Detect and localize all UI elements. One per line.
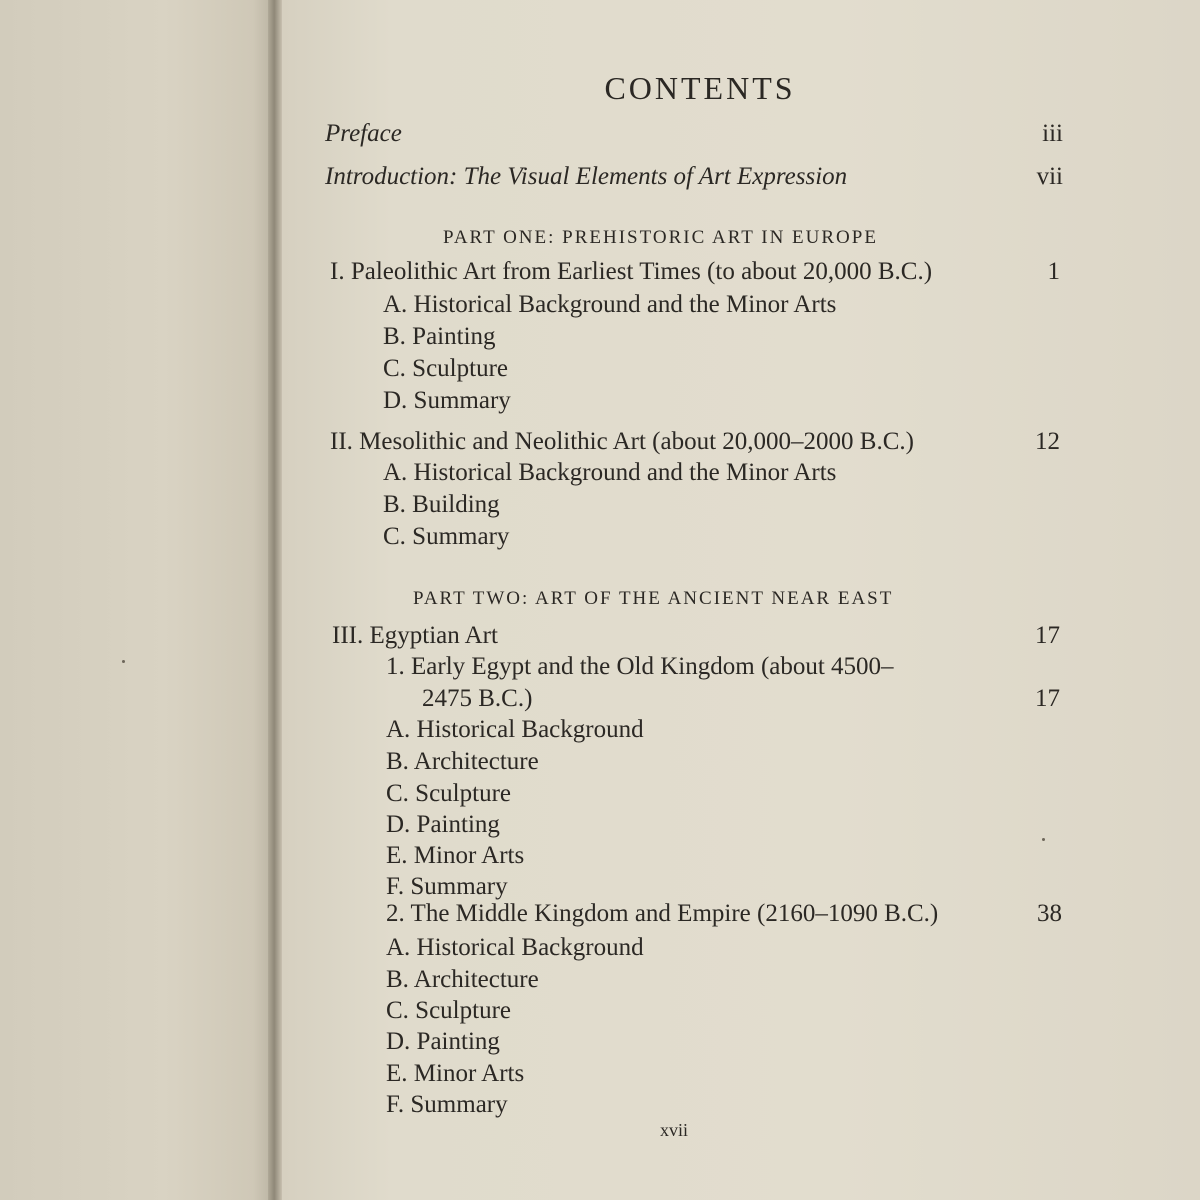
page-folio: xvii [660,1120,689,1140]
section-entry: E. Minor Arts [386,842,525,869]
section-entry: F. Summary [386,873,508,900]
chapter-title: I. Paleolithic Art from Earliest Times (to about 20,000 B.C.) [330,258,933,285]
subchapter-title: 1. Early Egypt and the Old Kingdom (about 4500– [386,653,894,680]
section-entry: A. Historical Background and the Minor Arts [383,291,837,318]
page-number: 17 [1035,685,1060,712]
section-entry: B. Architecture [386,966,539,993]
part-heading: PART TWO: ART OF THE ANCIENT NEAR EAST [413,588,894,609]
subchapter-title: 2. The Middle Kingdom and Empire (2160–1090 B.C.) [386,900,939,927]
section-entry: A. Historical Background [386,716,644,743]
section-entry: D. Painting [386,811,500,838]
book-gutter [268,0,282,1200]
section-entry: C. Sculpture [386,780,511,807]
section-entry: B. Building [383,491,500,518]
left-page [0,0,275,1200]
section-entry: F. Summary [386,1091,508,1118]
section-entry: C. Sculpture [383,355,508,382]
section-entry: D. Painting [386,1028,500,1055]
section-entry: C. Summary [383,523,510,550]
section-entry: E. Minor Arts [386,1060,525,1087]
chapter-title: II. Mesolithic and Neolithic Art (about 20,000–2000 B.C.) [330,428,914,455]
page-number: iii [1042,120,1063,147]
paper-speck [122,660,125,663]
page-number: vii [1036,163,1063,190]
section-entry: A. Historical Background [386,934,644,961]
page-number: 1 [1047,258,1060,285]
section-entry: D. Summary [383,387,511,414]
subchapter-title-continued: 2475 B.C.) [422,685,533,712]
contents-heading: CONTENTS [604,70,796,106]
page-number: 12 [1035,428,1060,455]
page-number: 38 [1037,900,1062,927]
part-heading: PART ONE: PREHISTORIC ART IN EUROPE [443,227,878,248]
section-entry: A. Historical Background and the Minor Arts [383,459,837,486]
section-entry: B. Architecture [386,748,539,775]
toc-entry-introduction: Introduction: The Visual Elements of Art Expression [325,163,848,190]
section-entry: B. Painting [383,323,496,350]
paper-speck [1042,838,1045,841]
chapter-title: III. Egyptian Art [332,622,498,649]
section-entry: C. Sculpture [386,997,511,1024]
page-number: 17 [1035,622,1060,649]
toc-entry-preface: Preface [325,120,402,147]
